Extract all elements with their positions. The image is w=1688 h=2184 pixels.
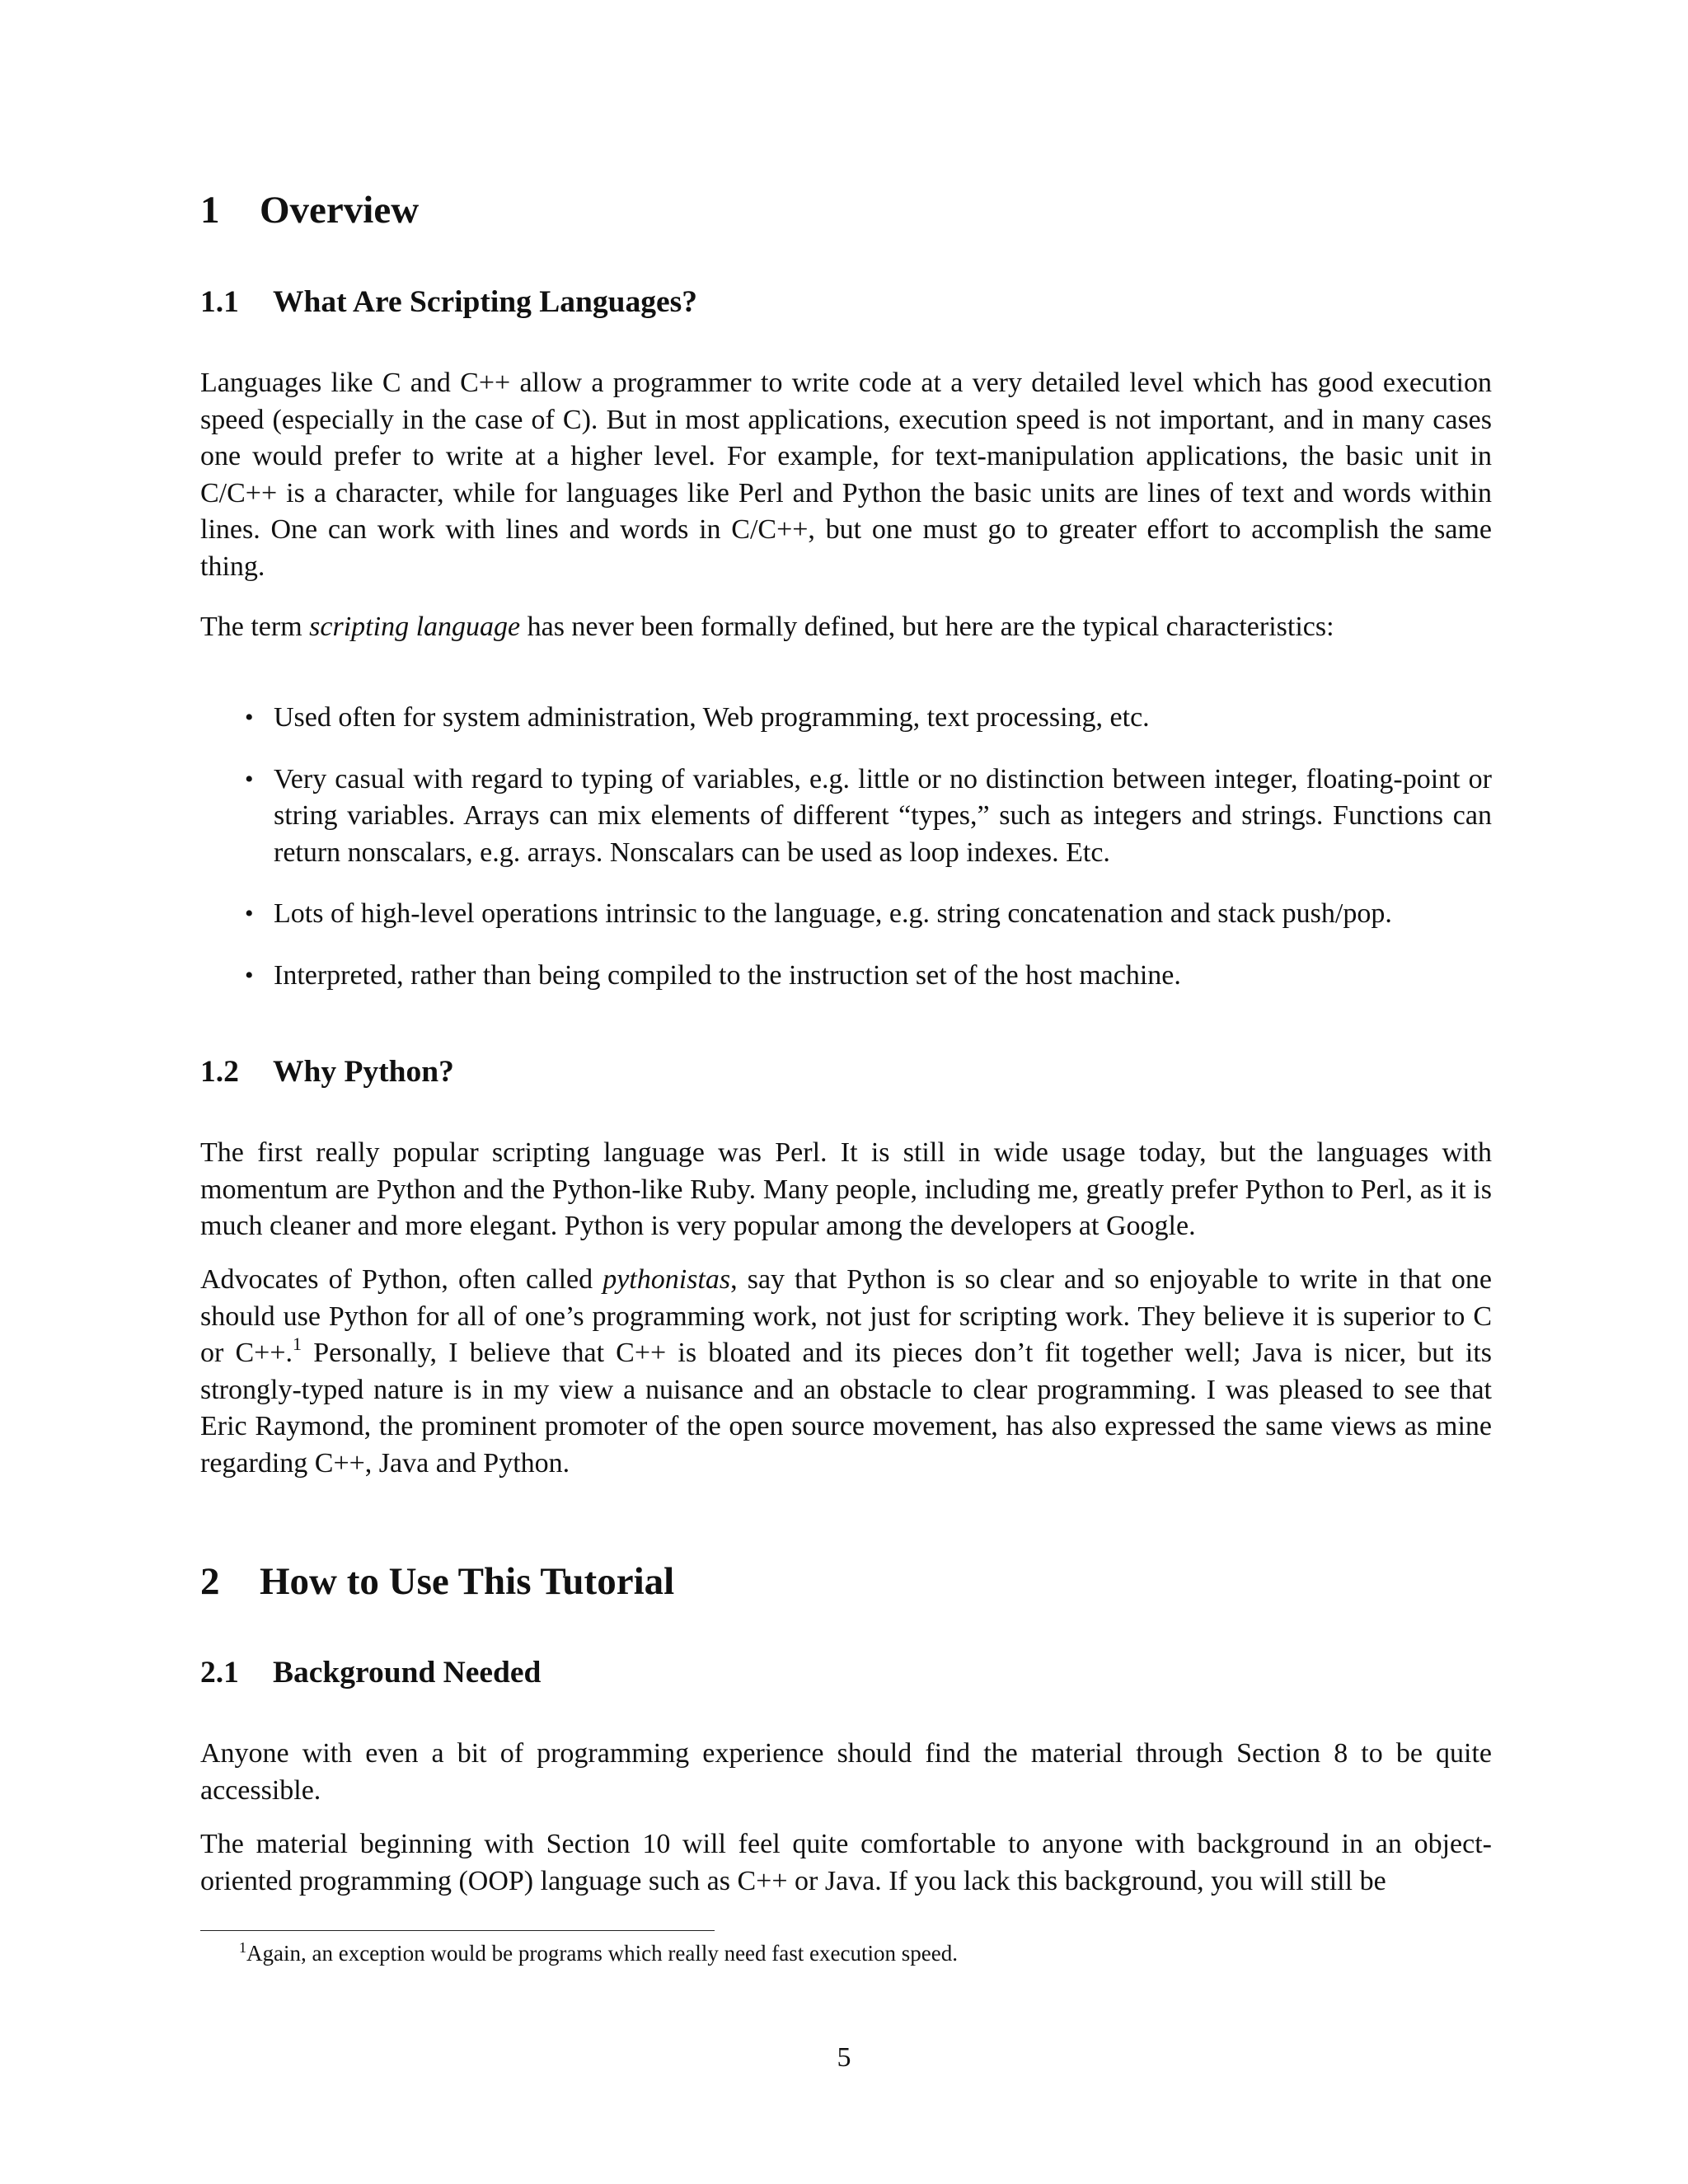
section-title: Overview xyxy=(260,189,420,232)
bullet-icon: • xyxy=(245,961,254,989)
bullet-icon: • xyxy=(245,765,254,793)
footnote-mark[interactable]: 1 xyxy=(293,1333,302,1354)
paragraph-term-intro xyxy=(200,609,1492,646)
subsection-number: 1.2 xyxy=(200,1055,239,1089)
term-intro-after: has never been formally defined, but here are the typical characteristics: xyxy=(520,612,1334,642)
list-item xyxy=(200,958,1492,995)
list-item xyxy=(200,896,1492,933)
advocates-before: Advocates of Python, often called xyxy=(200,1264,603,1295)
subsection-title: Background Needed xyxy=(273,1656,542,1690)
subsection-number: 1.1 xyxy=(200,285,239,319)
paragraph: Languages like C and C++ allow a programmer to write code at a very detailed level which has good execution speed (especially in the case of C). But in most applications, execution speed is not important, and in many cases one would prefer to write at a higher level. For example, for text-manipulation applications, the basic unit in C/C++ is a character, while for languages like Perl and Python the basic units are lines of text and words within lines. One can work with lines and words in C/C++, but one must go to greater effort to accomplish the same thing. xyxy=(200,368,1492,582)
list-item-text: Used often for system administration, Web programming, text processing, etc. xyxy=(274,702,1150,733)
paragraph: The first really popular scripting language was Perl. It is still in wide usage today, but the languages with momentum are Python and the Python-like Ruby. Many people, including me, greatly prefer Python to Perl, as it is much cleaner and more elegant. Python is very popular among the developers at Google. xyxy=(200,1137,1492,1241)
list-item-text: Lots of high-level operations intrinsic to the language, e.g. string concatenation and stack push/pop. xyxy=(274,898,1392,929)
page-number: 5 xyxy=(837,2042,851,2073)
section-heading xyxy=(200,1559,674,1604)
advocates-after: Personally, I believe that C++ is bloated and its pieces don’t fit together well; Java is nicer, but its strongly-typed nature is in my view a nuisance and an obstacle to clear programming. I was pleased to see that Eric Raymond, the prominent promoter of the open source movement, has also expressed the same views as mine regarding C++, Java and Python. xyxy=(200,1338,1492,1479)
paragraph: Anyone with even a bit of programming experience should find the material through Section 8 to be quite accessible. xyxy=(200,1738,1492,1806)
list-item xyxy=(200,700,1492,737)
footnote-number: 1 xyxy=(239,1939,246,1956)
list-item xyxy=(200,762,1492,872)
footnote-divider xyxy=(200,1930,715,1931)
section-number: 1 xyxy=(200,189,220,232)
characteristics-list xyxy=(200,700,1492,994)
term-intro-emphasis: scripting language xyxy=(309,612,521,642)
bullet-icon: • xyxy=(245,900,254,927)
paragraph: The material beginning with Section 10 will feel quite comfortable to anyone with background in an object-oriented programming (OOP) language such as C++ or Java. If you lack this background, you will still be xyxy=(200,1829,1492,1896)
paragraph-advocates xyxy=(200,1262,1492,1482)
list-item-text: Very casual with regard to typing of variables, e.g. little or no distinction between integer, floating-point or string variables. Arrays can mix elements of different “types,” such as integers and strings. Functions can return nonscalars, e.g. arrays. Nonscalars can be used as loop indexes. Etc. xyxy=(274,763,1492,868)
subsection-heading xyxy=(200,284,697,320)
subsection-heading xyxy=(200,1655,541,1690)
advocates-emphasis: pythonistas xyxy=(603,1264,731,1295)
subsection-heading xyxy=(200,1054,454,1090)
section-title: How to Use This Tutorial xyxy=(260,1560,675,1603)
footnote xyxy=(239,1938,958,1968)
footnote-text: Again, an exception would be programs which really need fast execution speed. xyxy=(246,1941,958,1966)
subsection-title: Why Python? xyxy=(273,1055,454,1089)
section-heading xyxy=(200,188,419,232)
subsection-number: 2.1 xyxy=(200,1656,239,1690)
advocates-middle: , say that Python is so clear and so enjoyable to write in that one should use Python for all of one’s programming work, not just for scripting work. They believe it is superior to C or C++. xyxy=(200,1264,1492,1368)
section-number: 2 xyxy=(200,1560,220,1603)
list-item-text: Interpreted, rather than being compiled to the instruction set of the host machine. xyxy=(274,959,1181,991)
term-intro-before: The term xyxy=(200,612,310,642)
subsection-title: What Are Scripting Languages? xyxy=(273,285,697,319)
bullet-icon: • xyxy=(245,704,254,731)
